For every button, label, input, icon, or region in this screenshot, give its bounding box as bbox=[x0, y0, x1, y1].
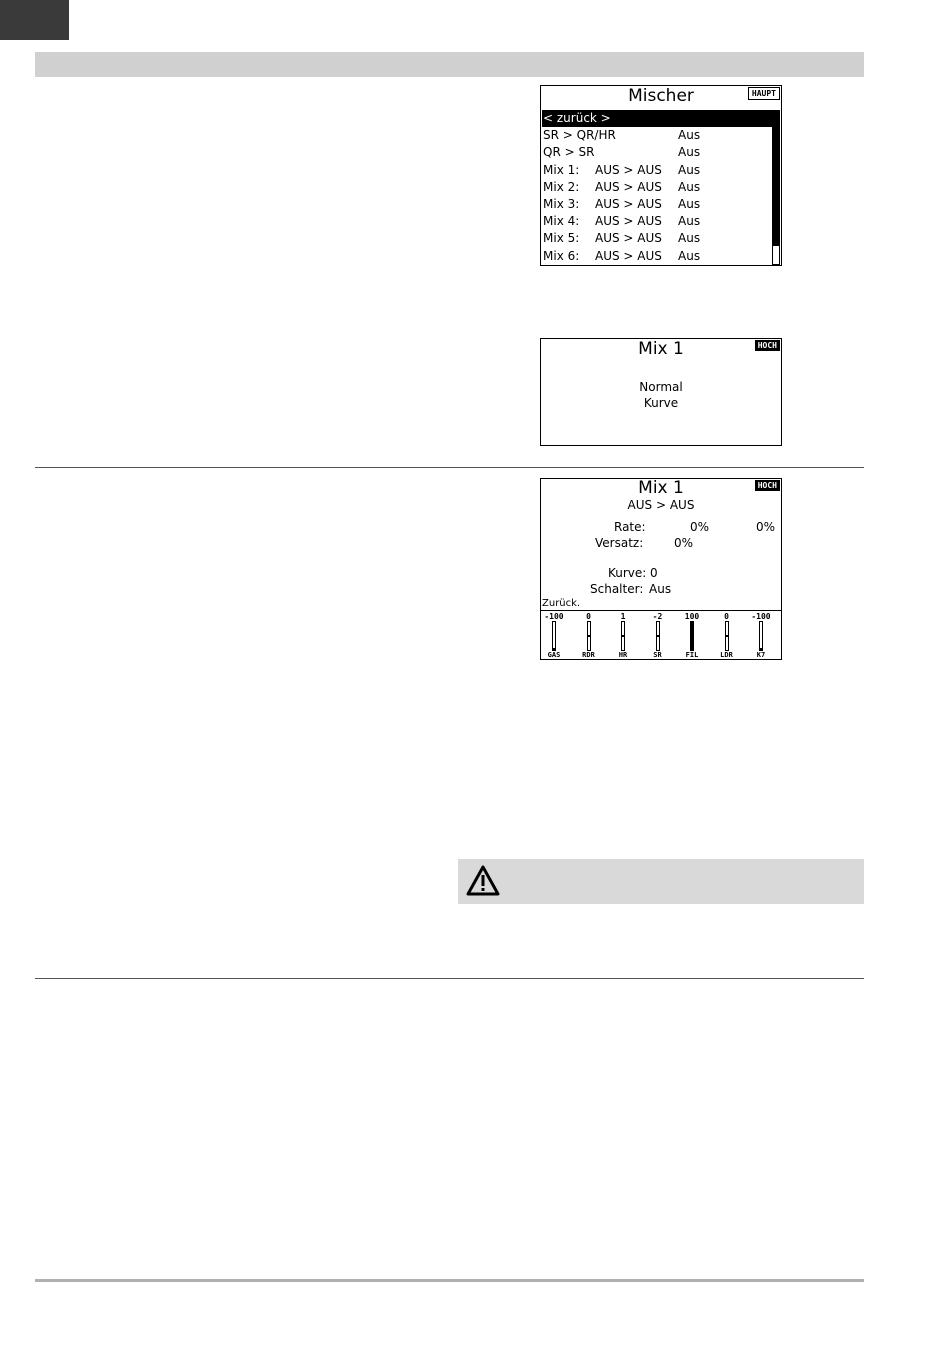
menu-item-c2: AUS > AUS bbox=[595, 248, 662, 263]
channel-bar-fill bbox=[588, 635, 590, 637]
versatz-label: Versatz: bbox=[595, 536, 644, 550]
menu-item-c1: Mix 3: bbox=[543, 197, 580, 211]
menu-item-c3: Aus bbox=[678, 162, 701, 177]
scrollbar[interactable] bbox=[772, 110, 780, 265]
divider bbox=[35, 978, 864, 979]
mix-type-screen bbox=[540, 338, 782, 446]
menu-item[interactable] bbox=[542, 144, 772, 161]
menu-item-c3: Aus bbox=[678, 128, 701, 143]
menu-item-c2: AUS > AUS bbox=[595, 197, 662, 211]
screen-tag: HAUPT bbox=[748, 87, 780, 100]
menu-item-c2: AUS > AUS bbox=[595, 179, 662, 194]
mixer-menu-screen bbox=[540, 85, 782, 266]
channel-bar bbox=[656, 621, 660, 651]
screen-title: Mix 1 bbox=[638, 339, 684, 359]
channel-bar bbox=[552, 621, 556, 651]
menu-item-c3: Aus bbox=[678, 197, 701, 211]
warning-triangle-icon bbox=[465, 864, 501, 898]
channel-bar-fill bbox=[691, 622, 693, 650]
footer-rule bbox=[35, 1279, 864, 1282]
menu-item-c2: AUS > AUS bbox=[595, 162, 662, 177]
channel-bar bbox=[587, 621, 591, 651]
kurve-value[interactable]: 0 bbox=[650, 566, 658, 580]
option-normal[interactable]: Normal bbox=[639, 380, 683, 394]
channel-monitor bbox=[541, 610, 781, 660]
menu-item-c1: < zurück > bbox=[543, 111, 611, 125]
channel-name: GAS bbox=[547, 651, 561, 659]
mix-assignment[interactable]: AUS > AUS bbox=[627, 498, 695, 512]
versatz-value[interactable]: 0% bbox=[674, 536, 694, 550]
schalter-label: Schalter: bbox=[590, 582, 644, 596]
back-link[interactable]: Zurück. bbox=[542, 598, 581, 609]
menu-item-c1: QR > SR bbox=[543, 145, 595, 160]
warning-band bbox=[458, 859, 864, 904]
menu-item[interactable] bbox=[542, 162, 772, 179]
screen-tag: HOCH bbox=[755, 480, 780, 491]
menu-item-c3: Aus bbox=[678, 248, 701, 263]
divider bbox=[35, 467, 864, 468]
menu-item-c1: Mix 5: bbox=[543, 231, 580, 246]
kurve-label: Kurve: bbox=[608, 566, 647, 580]
channel-value: -100 bbox=[544, 612, 564, 621]
channel-bar bbox=[759, 621, 763, 651]
menu-item-c1: SR > QR/HR bbox=[543, 128, 616, 143]
channel-bar-fill bbox=[657, 635, 659, 637]
channel-bar bbox=[690, 621, 694, 651]
menu-item[interactable] bbox=[542, 110, 772, 127]
menu-item-c1: Mix 1: bbox=[543, 162, 580, 177]
channel-bar-fill bbox=[622, 635, 624, 637]
channel-bar-fill bbox=[760, 648, 762, 650]
rate-value-2[interactable]: 0% bbox=[756, 520, 776, 534]
menu-item-c3: Aus bbox=[678, 179, 701, 194]
screen-title: Mix 1 bbox=[638, 478, 684, 498]
rate-value-1[interactable]: 0% bbox=[690, 520, 710, 534]
channel-value: 100 bbox=[684, 612, 700, 621]
menu-item[interactable] bbox=[542, 196, 772, 213]
menu-item-c2: AUS > AUS bbox=[595, 214, 662, 229]
corner-tab bbox=[0, 0, 69, 40]
channel-value: 0 bbox=[586, 612, 591, 621]
menu-item[interactable] bbox=[542, 248, 772, 265]
menu-item-c3: Aus bbox=[678, 214, 701, 229]
screen-title: Mischer bbox=[628, 86, 694, 106]
menu-item-c3: Aus bbox=[678, 145, 701, 160]
channel-name: LDR bbox=[720, 651, 733, 659]
channel-name: RDR bbox=[582, 651, 595, 659]
channel-bar-fill bbox=[553, 648, 555, 650]
option-kurve[interactable]: Kurve bbox=[643, 396, 679, 410]
channel-value: 0 bbox=[724, 612, 729, 621]
menu-item[interactable] bbox=[542, 213, 772, 230]
channel-name: SR bbox=[653, 651, 662, 659]
menu-item-c2: AUS > AUS bbox=[595, 231, 662, 246]
channel-name: FIL bbox=[685, 651, 699, 659]
menu-item[interactable] bbox=[542, 127, 772, 144]
scrollbar-thumb[interactable] bbox=[773, 111, 779, 246]
rate-label: Rate: bbox=[614, 520, 646, 534]
channel-value: -2 bbox=[652, 612, 663, 621]
channel-name: HR bbox=[618, 651, 628, 659]
channel-name: K7 bbox=[756, 651, 766, 659]
channel-value: 1 bbox=[620, 612, 626, 621]
channel-bar-fill bbox=[726, 635, 728, 637]
screen-tag: HOCH bbox=[755, 340, 780, 351]
menu-item-c1: Mix 6: bbox=[543, 248, 580, 263]
menu-item[interactable] bbox=[542, 179, 772, 196]
menu-item-c1: Mix 4: bbox=[543, 214, 580, 229]
menu-item-c3: Aus bbox=[678, 231, 701, 246]
channel-value: -100 bbox=[751, 612, 771, 621]
menu-item-c1: Mix 2: bbox=[543, 179, 580, 194]
mix-detail-screen bbox=[540, 478, 782, 660]
channel-bar bbox=[621, 621, 625, 651]
menu-item[interactable] bbox=[542, 230, 772, 247]
schalter-value[interactable]: Aus bbox=[649, 582, 672, 596]
section-header-band bbox=[35, 52, 864, 77]
channel-bar bbox=[725, 621, 729, 651]
